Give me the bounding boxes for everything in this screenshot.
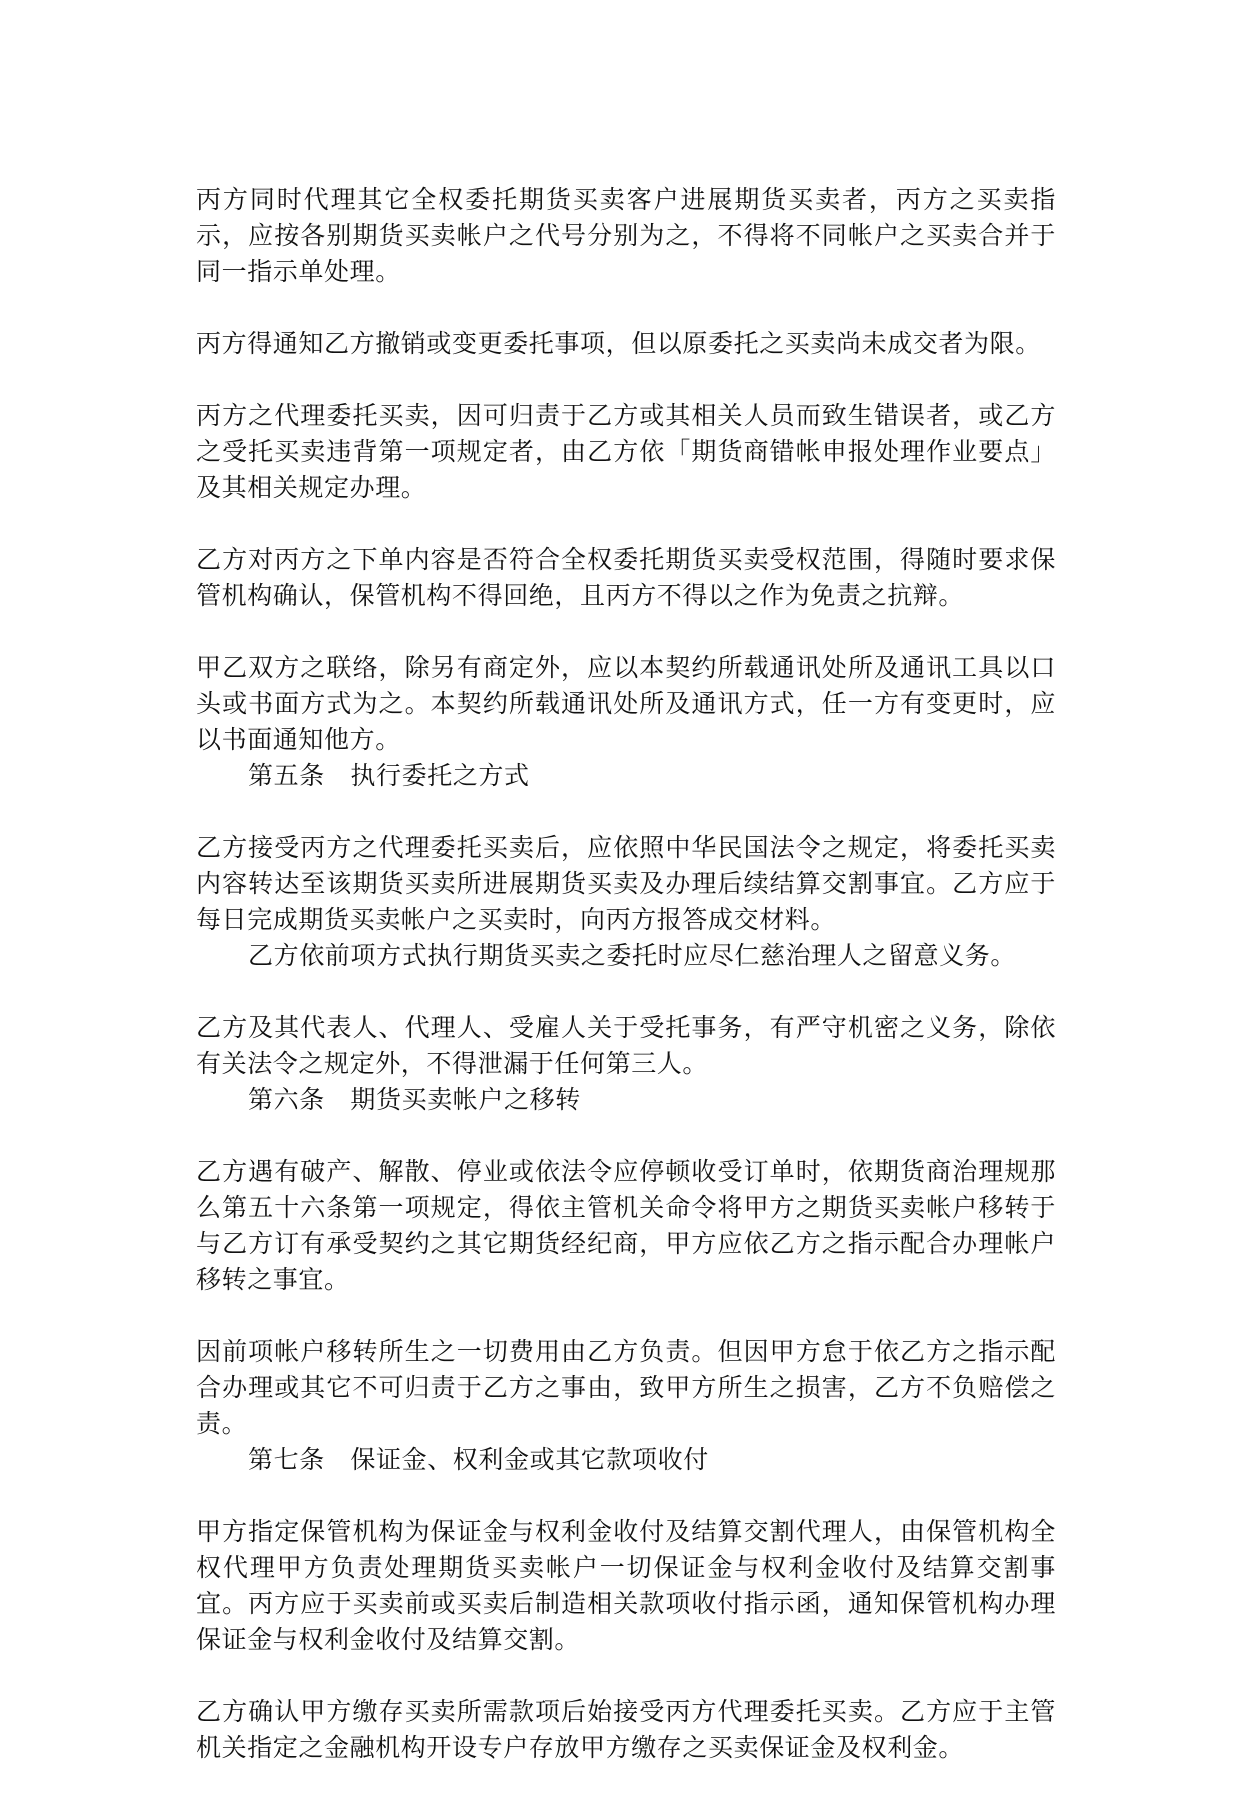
paragraph: 甲乙双方之联络，除另有商定外，应以本契约所载通讯处所及通讯工具以口头或书面方式为之。本契约所载通讯处所及通讯方式，任一方有变更时，应以书面通知他方。 [196,653,1056,754]
paragraph: 乙方接受丙方之代理委托买卖后，应依照中华民国法令之规定，将委托买卖内容转达至该期货买卖所进展期货买卖及办理后续结算交割事宜。乙方应于每日完成期货买卖帐户之买卖时，向丙方报答成交材料。 [196,833,1056,934]
document-body [196,182,1056,1802]
article-6-heading: 第六条 期货买卖帐户之移转 [248,1085,581,1114]
article-7-heading: 第七条 保证金、权利金或其它款项收付 [248,1445,709,1474]
paragraph: 乙方依前项方式执行期货买卖之委托时应尽仁慈治理人之留意义务。 [248,941,1017,970]
paragraph: 丙方之代理委托买卖，因可归责于乙方或其相关人员而致生错误者，或乙方之受托买卖违背第一项规定者，由乙方依「期货商错帐申报处理作业要点」及其相关规定办理。 [196,401,1056,502]
paragraph: 乙方确认甲方缴存买卖所需款项后始接受丙方代理委托买卖。乙方应于主管机关指定之金融机构开设专户存放甲方缴存之买卖保证金及权利金。 [196,1697,1056,1762]
paragraph: 甲方指定保管机构为保证金与权利金收付及结算交割代理人，由保管机构全权代理甲方负责处理期货买卖帐户一切保证金与权利金收付及结算交割事宜。丙方应于买卖前或买卖后制造相关款项收付指示函，通知保管机构办理保证金与权利金收付及结算交割。 [196,1517,1056,1654]
paragraph: 乙方遇有破产、解散、停业或依法令应停顿收受订单时，依期货商治理规那么第五十六条第一项规定，得依主管机关命令将甲方之期货买卖帐户移转于与乙方订有承受契约之其它期货经纪商，甲方应依乙方之指示配合办理帐户移转之事宜。 [196,1157,1056,1294]
paragraph: 因前项帐户移转所生之一切费用由乙方负责。但因甲方怠于依乙方之指示配合办理或其它不可归责于乙方之事由，致甲方所生之损害，乙方不负赔偿之责。 [196,1337,1056,1438]
paragraph: 乙方及其代表人、代理人、受雇人关于受托事务，有严守机密之义务，除依有关法令之规定外，不得泄漏于任何第三人。 [196,1013,1056,1078]
article-5-heading: 第五条 执行委托之方式 [248,761,530,790]
paragraph: 乙方对丙方之下单内容是否符合全权委托期货买卖受权范围，得随时要求保管机构确认，保管机构不得回绝，且丙方不得以之作为免责之抗辩。 [196,545,1056,610]
paragraph: 丙方同时代理其它全权委托期货买卖客户进展期货买卖者，丙方之买卖指示，应按各别期货买卖帐户之代号分别为之，不得将不同帐户之买卖合并于同一指示单处理。 [196,185,1056,286]
paragraph: 丙方得通知乙方撤销或变更委托事项，但以原委托之买卖尚未成交者为限。 [196,329,1041,358]
